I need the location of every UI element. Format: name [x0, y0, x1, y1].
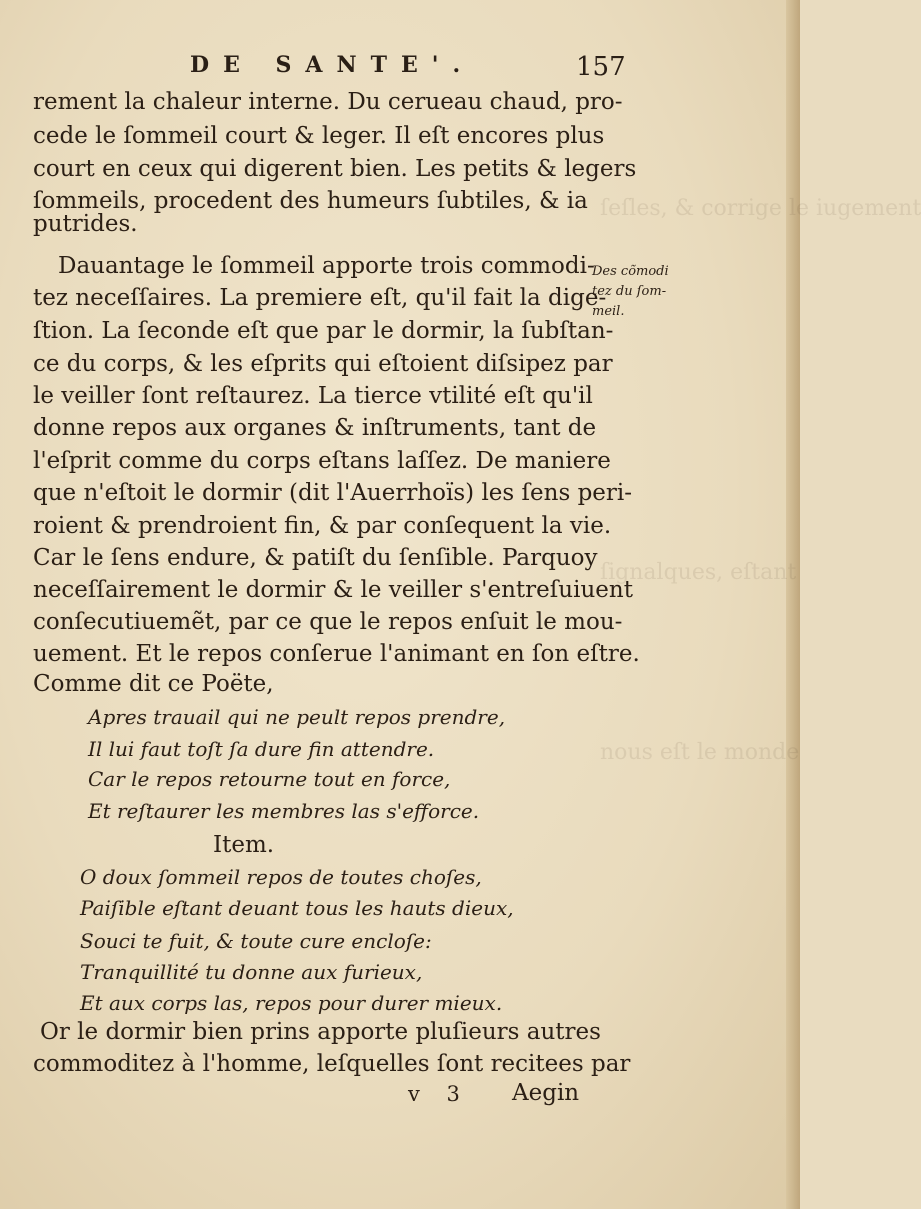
body-line: ce du corps, & les eſprits qui eſtoient diſsipez par [33, 351, 613, 377]
verse-line: O doux ſommeil repos de toutes choſes, [80, 865, 482, 889]
body-line: uement. Et le repos conſerue l'animant en ſon eſtre. [33, 641, 640, 667]
verse-line: Apres trauail qui ne peult repos prendre, [88, 705, 506, 729]
body-line: tez neceſſaires. La premiere eſt, qu'il fait la dige- [33, 285, 607, 311]
verse-line: Paiſible eſtant deuant tous les hauts dieux, [80, 896, 514, 920]
marginal-note-line: tez du ſom- [592, 284, 667, 299]
body-line: roient & prendroient fin, & par conſequent la vie. [33, 513, 612, 539]
running-title: DE SANTE'. [190, 52, 475, 78]
marginal-note-line: Des cõmodi [592, 264, 669, 279]
show-through-text: ſeſles, & corrige le iugement [600, 196, 921, 221]
body-line: ſtion. La ſeconde eſt que par le dormir, la ſubſtan- [33, 318, 614, 344]
body-line: Comme dit ce Poëte, [33, 671, 274, 697]
catchword: Aegin [512, 1080, 580, 1106]
verse-line: Souci te fuit, & toute cure encloſe: [80, 929, 432, 953]
verse-line: Car le repos retourne tout en force, [88, 767, 451, 791]
marginal-note [592, 262, 692, 322]
body-line: Dauantage le ſommeil apporte trois commodi- [58, 253, 595, 279]
verse-line: Tranquillité tu donne aux furieux, [80, 960, 423, 984]
body-line: le veiller ſont reſtaurez. La tierce vtilité eſt qu'il [33, 383, 593, 409]
show-through-text: nous eſt le monde [600, 740, 800, 765]
verse-line: Et aux corps las, repos pour durer mieux. [80, 991, 503, 1015]
body-line: rement la chaleur interne. Du cerueau chaud, pro- [33, 89, 623, 115]
marginal-note-line: meil. [592, 304, 625, 319]
body-line: Car le ſens endure, & patiſt du ſenſible. Parquoy [33, 545, 598, 571]
body-line: ſommeils, procedent des humeurs ſubtiles, & ia [33, 188, 588, 214]
body-line: conſecutiuemẽt, par ce que le repos enſuit le mou- [33, 609, 623, 635]
show-through-text: ſignalques, eſtant [600, 560, 797, 585]
body-line: l'eſprit comme du corps eſtans laſſez. De maniere [33, 448, 611, 474]
page-edge [786, 0, 800, 1209]
body-line: neceſſairement le dormir & le veiller s'entreſuiuent [33, 577, 633, 603]
body-line: court en ceux qui digerent bien. Les petits & legers [33, 156, 637, 182]
verse-line: Il lui faut toſt ſa dure fin attendre. [88, 737, 435, 761]
body-line: commoditez à l'homme, leſquelles ſont recitees par [33, 1051, 631, 1077]
body-line: putrides. [33, 211, 138, 237]
verse-heading: Item. [213, 832, 275, 858]
verse-line: Et reſtaurer les membres las s'efforce. [88, 799, 480, 823]
signature-mark: v 3 [408, 1082, 470, 1106]
body-line: que n'eſtoit le dormir (dit l'Auerrhoïs) les ſens peri- [33, 480, 633, 506]
body-line: Or le dormir bien prins apporte pluſieurs autres [40, 1019, 601, 1045]
body-line: cede le ſommeil court & leger. Il eſt encores plus [33, 123, 605, 149]
body-line: donne repos aux organes & inſtruments, tant de [33, 415, 597, 441]
page-number: 157 [576, 52, 626, 82]
